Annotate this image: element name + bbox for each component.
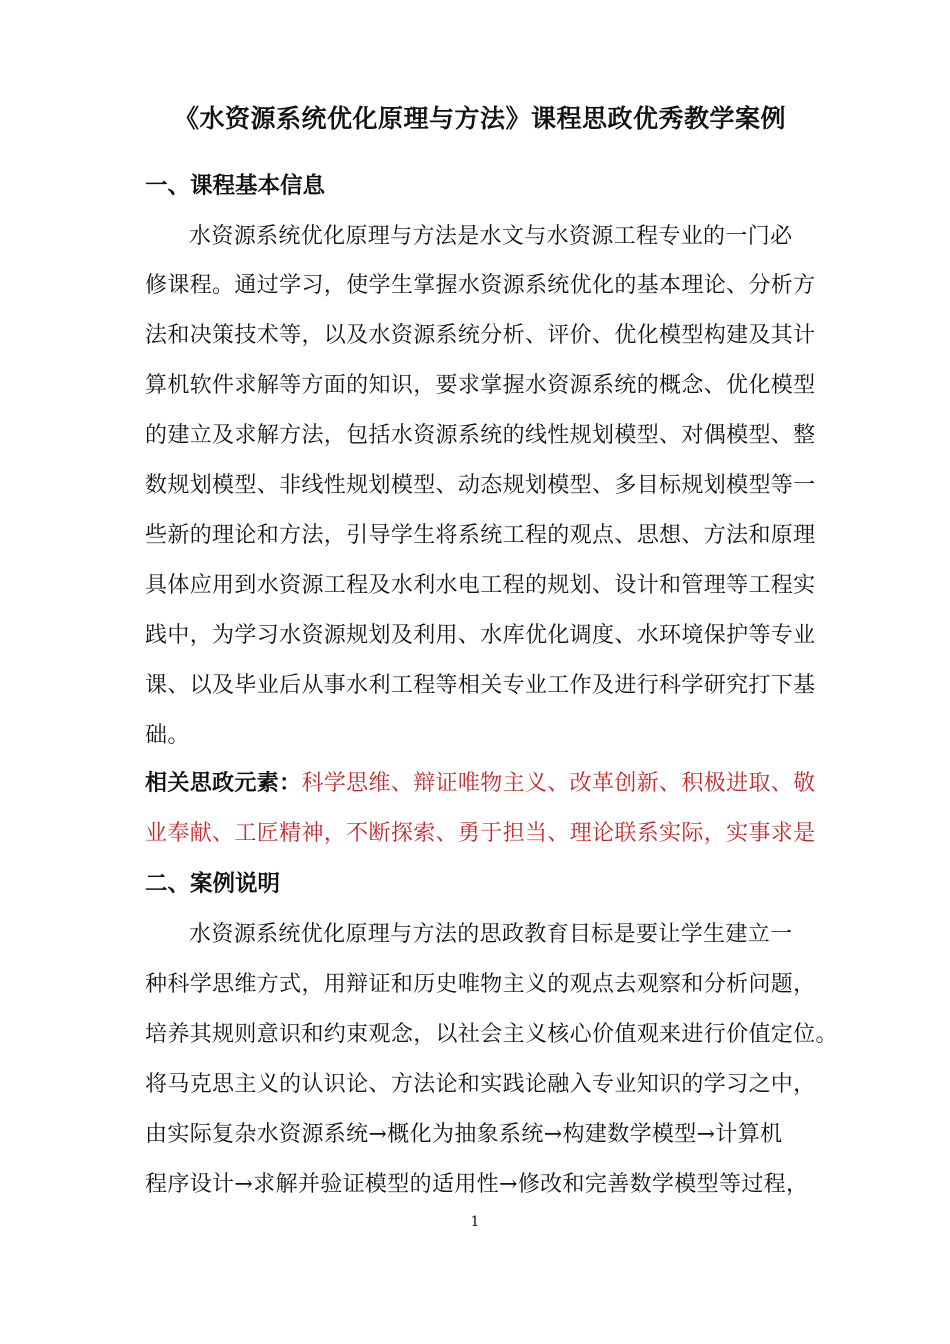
paragraph-line: 数规划模型、非线性规划模型、动态规划模型、多目标规划模型等一 bbox=[145, 473, 816, 498]
ideology-elements-label: 相关思政元素： bbox=[145, 771, 302, 796]
paragraph-line: 水资源系统优化原理与方法的思政教育目标是要让学生建立一 bbox=[189, 922, 793, 947]
section-heading-case-description: 二、案例说明 bbox=[145, 871, 281, 897]
ideology-elements-text-continued: 业奉献、工匠精神，不断探索、勇于担当、理论联系实际，实事求是 bbox=[145, 821, 816, 846]
document-title: 《水资源系统优化原理与方法》课程思政优秀教学案例 bbox=[173, 104, 786, 133]
paragraph-line: 的建立及求解方法，包括水资源系统的线性规划模型、对偶模型、整 bbox=[145, 423, 816, 448]
paragraph-line: 水资源系统优化原理与方法是水文与水资源工程专业的一门必 bbox=[189, 224, 793, 249]
paragraph-line: 些新的理论和方法，引导学生将系统工程的观点、思想、方法和原理 bbox=[145, 523, 816, 548]
paragraph-line: 法和决策技术等，以及水资源系统分析、评价、优化模型构建及其计 bbox=[145, 323, 816, 348]
section-heading-basic-info: 一、课程基本信息 bbox=[145, 173, 326, 199]
paragraph-line: 础。 bbox=[145, 723, 190, 748]
paragraph-line: 算机软件求解等方面的知识，要求掌握水资源系统的概念、优化模型 bbox=[145, 373, 816, 398]
paragraph-line: 种科学思维方式，用辩证和历史唯物主义的观点去观察和分析问题， bbox=[145, 972, 816, 997]
ideology-elements-line bbox=[145, 766, 816, 802]
paragraph-line: 由实际复杂水资源系统→概化为抽象系统→构建数学模型→计算机 bbox=[145, 1122, 783, 1147]
paragraph-line: 修课程。通过学习，使学生掌握水资源系统优化的基本理论、分析方 bbox=[145, 273, 816, 298]
ideology-elements-text: 科学思维、辩证唯物主义、改革创新、积极进取、敬 bbox=[301, 771, 816, 796]
paragraph-line: 将马克思主义的认识论、方法论和实践论融入专业知识的学习之中， bbox=[145, 1072, 816, 1097]
paragraph-line: 培养其规则意识和约束观念，以社会主义核心价值观来进行价值定位。 bbox=[145, 1022, 838, 1047]
paragraph-line: 程序设计→求解并验证模型的适用性→修改和完善数学模型等过程， bbox=[145, 1172, 809, 1197]
paragraph-line: 践中，为学习水资源规划及利用、水库优化调度、水环境保护等专业 bbox=[145, 623, 816, 648]
page-number: 1 bbox=[470, 1214, 480, 1230]
paragraph-line: 具体应用到水资源工程及水利水电工程的规划、设计和管理等工程实 bbox=[145, 573, 816, 598]
paragraph-line: 课、以及毕业后从事水利工程等相关专业工作及进行科学研究打下基 bbox=[145, 673, 816, 698]
